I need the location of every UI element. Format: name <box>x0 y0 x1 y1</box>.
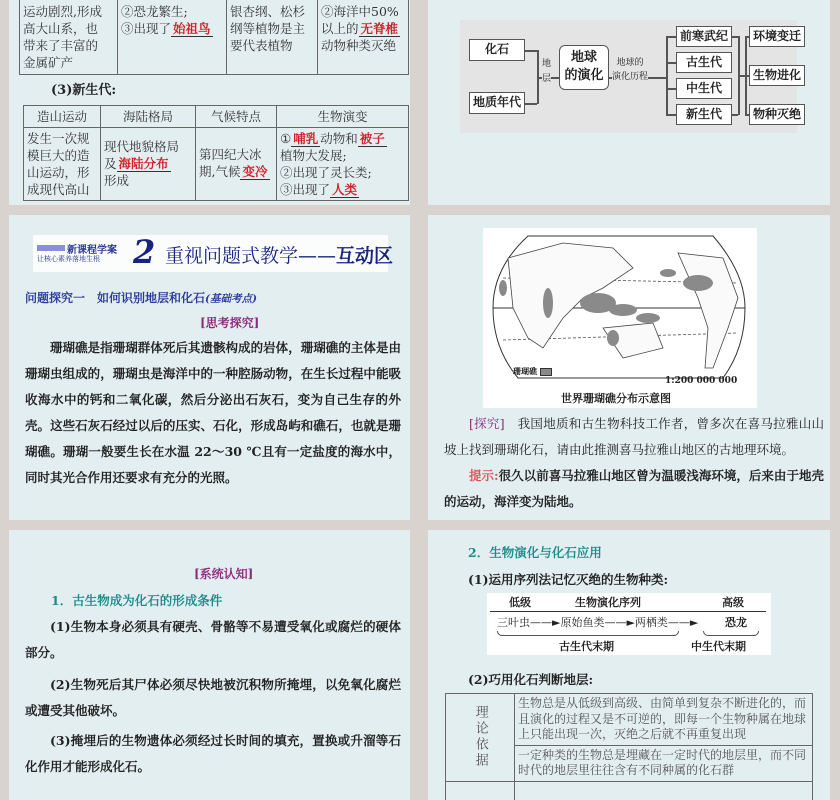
application-heading: 2．生物演化与化石应用 <box>468 545 602 560</box>
inquiry-paragraph: [探究] 我国地质和古生物科技工作者，曾多次在喜马拉雅山山坡上找到珊瑚化石，请由此推测喜马拉雅山地区的古地理环境。 <box>444 416 824 457</box>
strata-table <box>445 693 813 800</box>
link-strata: 地 层 <box>542 57 551 87</box>
link-history: 地球的 演化历程 <box>612 58 649 82</box>
question-heading: 问题探究一 如何识别地层和化石(基础考点) <box>25 291 257 305</box>
slide-fossil-application <box>428 530 830 800</box>
box-era-mesozoic: 中生代 <box>676 78 732 99</box>
banner-number: 2 <box>133 233 156 271</box>
slide-inquiry-coral <box>9 215 410 520</box>
mesozoic-table: 运动剧烈,形成 高大山系，也 带来了丰富的 金属矿产 ②恐龙繁生; ③出现了 始祖鸟 银杏纲、松杉 纲等植物是主 要代表植物 ②海洋中50% 以上的 无脊椎 动物种类灭绝 <box>19 0 409 75</box>
extinction-sequence: 低级 生物演化序列 高级 三叶虫——►原始鱼类——►两栖类——► 恐龙 古生代末期 中生代末期 <box>487 593 771 655</box>
theory-basis-label: 理论依据 <box>446 694 515 782</box>
box-era-precambrian: 前寒武纪 <box>676 26 732 47</box>
sequence-chain: 三叶虫——►原始鱼类——►两栖类——► <box>497 616 699 629</box>
map-scale: 1:200 000 000 <box>665 376 738 386</box>
coral-reef-map <box>483 228 757 408</box>
banner-tag: 新课程学案 让核心素养落地生根 <box>37 245 117 263</box>
theory-row-1: 生物总是从低级到高级、由简单到复杂不断进化的，而且演化的过程又是不可逆的，即每一个生物种属在地球上只能出现一次，灭绝之后就不再重复出现 <box>515 694 813 746</box>
condition-1: (1)生物本身必须具有硬壳、骨骼等不易遭受氧化或腐烂的硬体部分。 <box>25 619 401 660</box>
system-section-label: [系统认知] <box>194 567 254 581</box>
theory-row-2: 一定种类的生物总是埋藏在一定时代的地层里，而不同时代的地层里往往含有不同种属的化石群 <box>515 745 813 781</box>
box-extinction: 物种灭绝 <box>749 104 805 125</box>
map-caption: 世界珊瑚礁分布示意图 <box>561 392 671 405</box>
map-legend: 珊瑚礁 <box>513 366 552 377</box>
slide-cenozoic-table <box>9 0 410 205</box>
coral-paragraph: 珊瑚礁是指珊瑚群体死后其遗骸构成的岩体，珊瑚礁的主体是由珊瑚虫组成的，珊瑚虫是海洋中的一种腔肠动物，在生长过程中能吸收海水中的钙和二氧化碳，然后分泌出石灰石，变为自己生存的外壳。这些石灰石经过以后的压实、石化，形成岛屿和礁石，也就是珊瑚礁。珊瑚一般要生长在水温 22～30 ℃且有一定盐度的海水中，同时其光合作用还要求有充分的光照。 <box>25 340 401 485</box>
cenozoic-subtitle: (3)新生代: <box>51 83 117 98</box>
box-era-paleozoic: 古生代 <box>676 52 732 73</box>
box-geologic-time: 地质年代 <box>469 92 525 114</box>
box-fossil: 化石 <box>469 39 525 61</box>
slide-earth-evolution-diagram <box>428 0 830 205</box>
strata-subtitle: (2)巧用化石判断地层: <box>468 672 594 687</box>
fossil-conditions-heading: 1．古生物成为化石的形成条件 <box>51 593 223 608</box>
slide-fossil-conditions <box>9 530 410 800</box>
box-environment: 环境变迁 <box>749 26 805 47</box>
slide-coral-map <box>428 215 830 520</box>
condition-2: (2)生物死后其尸体必须尽快地被沉积物所掩埋，以免氧化腐烂或遭受其他破坏。 <box>25 677 401 718</box>
box-earth-evolution: 地球 的演化 <box>559 45 609 90</box>
banner-title: 重视问题式教学——互动区 <box>165 245 394 267</box>
box-bio-evolution: 生物进化 <box>749 65 805 86</box>
box-era-cenozoic: 新生代 <box>676 104 732 125</box>
section-banner <box>33 233 394 272</box>
cenozoic-table: 造山运动 海陆格局 气候特点 生物演变 发生一次规 模巨大的造 山运动，形 成现代高山 现代地貌格局 及 海陆分布 形成 第四纪大冰 期,气候 变冷 ① 哺乳 动物和 被子 植物大发展; ②出现了灵长类; ③出现了 人类 <box>23 105 409 201</box>
hint-paragraph: 提示:很久以前喜马拉雅山地区曾为温暖浅海环境，后来由于地壳的运动，海洋变为陆地。 <box>444 468 824 509</box>
think-section-label: [思考探究] <box>200 316 260 330</box>
evolution-diagram <box>460 20 801 133</box>
sequence-subtitle: (1)运用序列法记忆灭绝的生物种类: <box>468 572 669 587</box>
condition-3: (3)掩埋后的生物遗体必须经过长时间的填充，置换或升溜等石化作用才能形成化石。 <box>25 733 401 774</box>
